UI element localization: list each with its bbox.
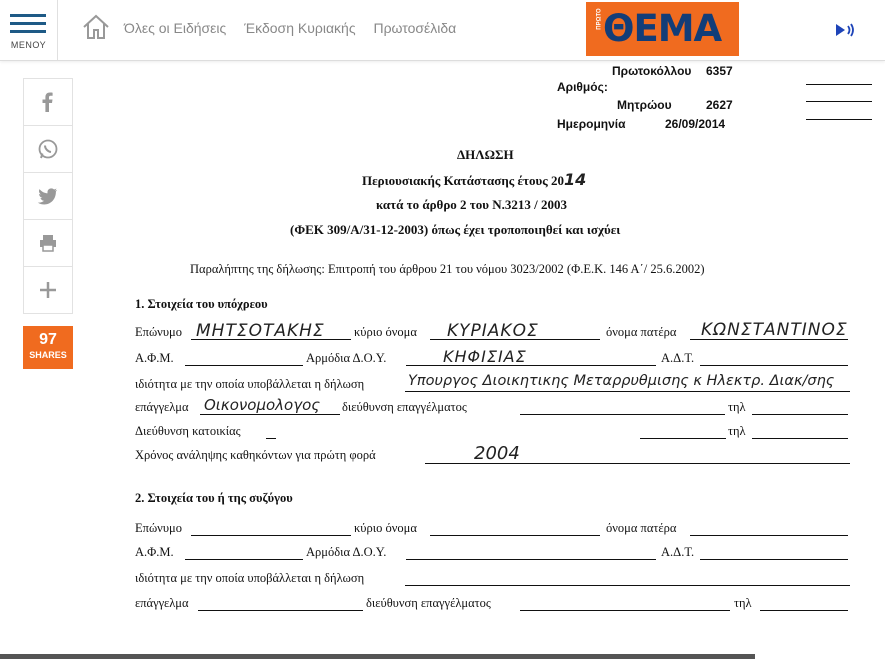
logo-small-text: ΠΡΩΤΟ <box>596 8 603 30</box>
meta-line <box>806 101 872 102</box>
recipient-text: Παραλήπτης της δήλωσης: Επιτροπή του άρθρου 21 του νόμου 3023/2002 (Φ.Ε.Κ. 146 Α΄/ 25.6.2002) <box>190 262 705 276</box>
main-nav <box>124 20 470 36</box>
menu-label: ΜΕΝΟΥ <box>10 40 47 50</box>
start-year-label: Χρόνος ανάληψης καθηκόντων για πρώτη φορά <box>135 448 376 462</box>
spouse-work-address-label: διεύθυνση επαγγέλματος <box>366 596 491 610</box>
document-subtitle-3: (ΦΕΚ 309/Α/31-12-2003) όπως έχει τροποποιηθεί και ισχύει <box>290 222 621 237</box>
spouse-firstname-label: κύριο όνομα <box>354 521 417 535</box>
menu-button[interactable] <box>0 0 58 60</box>
logo-text: ΘΕΜΑ <box>603 7 722 50</box>
start-year-value: 2004 <box>474 443 520 464</box>
shares-label: SHARES <box>29 350 67 360</box>
phone2-label: τηλ <box>728 424 746 438</box>
document-subtitle-1: Περιουσιακής Κατάστασης έτους 2014 <box>362 170 587 189</box>
spouse-profession-label: επάγγελμα <box>135 596 189 610</box>
facebook-share-button[interactable] <box>23 78 73 125</box>
site-header <box>0 0 885 61</box>
section2-heading: 2. Στοιχεία του ή της συζύγου <box>135 491 293 505</box>
whatsapp-share-button[interactable] <box>23 125 73 172</box>
print-icon <box>37 232 59 254</box>
spouse-capacity-label: ιδιότητα με την οποία υποβάλλεται η δήλωση <box>135 571 365 585</box>
surname-value: ΜΗΤΣΟΤΑΚΗΣ <box>196 321 325 341</box>
firstname-label: κύριο όνομα <box>354 325 417 339</box>
date-value: 26/09/2014 <box>665 117 726 131</box>
number-label: Αριθμός: <box>557 80 608 94</box>
doy-label: Αρμόδια Δ.Ο.Υ. <box>306 351 387 365</box>
father-value: ΚΩΝΣΤΑΝΤΙΝΟΣ <box>701 320 848 340</box>
plus-icon <box>37 279 59 301</box>
doy-value: ΚΗΦΙΣΙΑΣ <box>443 347 527 366</box>
father-label: όνομα πατέρα <box>606 325 677 339</box>
spouse-afm-label: Α.Φ.Μ. <box>135 545 174 559</box>
site-logo[interactable] <box>586 2 739 56</box>
spouse-father-label: όνομα πατέρα <box>606 521 677 535</box>
protocol-label: Πρωτοκόλλου <box>612 64 692 78</box>
surname-label: Επώνυμο <box>135 325 182 339</box>
profession-label: επάγγελμα <box>135 400 189 414</box>
adt-label: Α.Δ.Τ. <box>661 351 695 365</box>
shares-counter <box>23 326 73 369</box>
firstname-value: ΚΥΡΙΑΚΟΣ <box>447 321 539 341</box>
shares-count: 97 <box>39 331 57 348</box>
capacity-value: Υπουργος Διοικητικης Μεταρρυθμισης κ Ηλεκτρ. Διακ/σης <box>408 373 835 389</box>
nav-sunday-edition[interactable]: Έκδοση Κυριακής <box>244 20 356 36</box>
meta-line <box>806 84 872 85</box>
spouse-adt-label: Α.Δ.Τ. <box>661 545 695 559</box>
capacity-label: ιδιότητα με την οποία υποβάλλεται η δήλωση <box>135 377 365 391</box>
hamburger-icon <box>10 14 46 38</box>
work-address-label: διεύθυνση επαγγέλματος <box>342 400 467 414</box>
print-button[interactable] <box>23 219 73 266</box>
afm-label: Α.Φ.Μ. <box>135 351 174 365</box>
section1-heading: 1. Στοιχεία του υπόχρεου <box>135 297 268 311</box>
document-subtitle-2: κατά το άρθρο 2 του Ν.3213 / 2003 <box>376 197 568 212</box>
nav-all-news[interactable]: Όλες οι Ειδήσεις <box>124 20 227 36</box>
meta-line <box>806 119 872 120</box>
nav-front-pages[interactable]: Πρωτοσέλιδα <box>373 20 457 36</box>
home-icon[interactable] <box>82 14 110 40</box>
facebook-icon <box>37 91 59 113</box>
audio-icon[interactable] <box>834 21 858 39</box>
scan-edge <box>0 654 755 659</box>
date-label: Ημερομηνία <box>557 117 626 131</box>
spouse-surname-label: Επώνυμο <box>135 521 182 535</box>
document-title: ΔΗΛΩΣΗ <box>457 147 514 162</box>
twitter-icon <box>37 185 59 207</box>
phone-label: τηλ <box>728 400 746 414</box>
twitter-share-button[interactable] <box>23 172 73 219</box>
protocol-value: 6357 <box>706 64 733 78</box>
registry-label: Μητρώου <box>617 98 672 112</box>
registry-value: 2627 <box>706 98 733 112</box>
whatsapp-icon <box>37 138 59 160</box>
home-address-label: Διεύθυνση κατοικίας <box>135 424 241 438</box>
spouse-phone-label: τηλ <box>734 596 752 610</box>
more-share-button[interactable] <box>23 266 73 314</box>
social-share-bar <box>23 78 72 314</box>
profession-value: Οικονομολογος <box>204 396 321 414</box>
spouse-doy-label: Αρμόδια Δ.Ο.Υ. <box>306 545 387 559</box>
